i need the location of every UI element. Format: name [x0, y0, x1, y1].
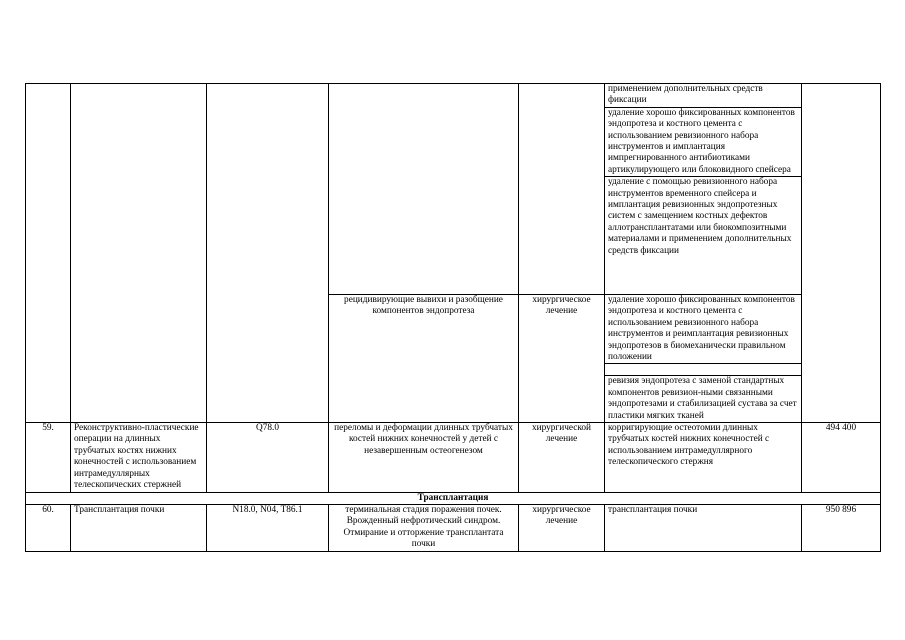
cell-treatment: хирургическое лечение [519, 295, 605, 423]
method-text: применением дополнительных средств фиксации [608, 84, 763, 106]
cell-model [329, 84, 519, 295]
cell-cost: 950 896 [802, 504, 881, 551]
cell-model: рецидивирующие вывихи и разобщение компонентов эндопротеза [329, 295, 519, 423]
section-title: Трансплантация [26, 492, 881, 504]
cell-number: 59. [26, 423, 71, 492]
cell-code [207, 84, 329, 423]
method-text: удаление хорошо фиксированных компонентов эндопротеза и костного цемента с использованием ревизионного набора инструментов и имплантация импрегнированного антибиотиками артикулирующего или блоковидного спейсера [605, 107, 801, 176]
cell-cost [802, 84, 881, 423]
cell-methods: трансплантация почки [605, 504, 802, 551]
section-row [26, 492, 881, 504]
medical-care-table [25, 83, 881, 552]
table-row-continuation-a [26, 84, 881, 295]
cell-code: Q78.0 [207, 423, 329, 492]
method-text: удаление хорошо фиксированных компонентов эндопротеза и костного цемента с использованием ревизионного набора инструментов и реимплантация ревизионных эндопротезов в биомеханически правильном положении [608, 295, 795, 363]
cell-name: Трансплантация почки [71, 504, 207, 551]
cell-methods: корригирующие остеотомии длинных трубчатых костей нижних конечностей с использованием интрамедуллярного телескопического стержня [605, 423, 802, 492]
cell-model: переломы и деформации длинных трубчатых костей нижних конечностей у детей с незавершенным остеогенезом [329, 423, 519, 492]
cell-name [71, 84, 207, 423]
cell-name: Реконструктивно-пластические операции на длинных трубчатых костях нижних конечностей с использованием интрамедуллярных телескопических стержней [71, 423, 207, 492]
method-text: удаление с помощью ревизионного набора инструментов временного спейсера и имплантация ревизионных эндопротезных систем с замещением костных дефектов аллотрансплантатами или биокомпозитными материалами и применением дополнительных средств фиксации [605, 176, 801, 257]
table-row-60 [26, 504, 881, 551]
cell-treatment: хирургической лечение [519, 423, 605, 492]
method-text: ревизия эндопротеза с заменой стандартных компонентов ревизион-ными связанными эндопротезами и стабилизацией сустава за счет пластики мягких тканей [605, 375, 801, 422]
cell-methods [605, 295, 802, 423]
cell-number: 60. [26, 504, 71, 551]
cell-cost: 494 400 [802, 423, 881, 492]
cell-methods [605, 84, 802, 295]
cell-model: терминальная стадия поражения почек. Врожденный нефротический синдром. Отмирание и отторжение трансплантата почки [329, 504, 519, 551]
cell-treatment: хирургическое лечение [519, 504, 605, 551]
cell-code: N18.0, N04, T86.1 [207, 504, 329, 551]
empty-subrow [605, 363, 801, 375]
cell-number [26, 84, 71, 423]
table-row-59 [26, 423, 881, 492]
cell-treatment [519, 84, 605, 295]
